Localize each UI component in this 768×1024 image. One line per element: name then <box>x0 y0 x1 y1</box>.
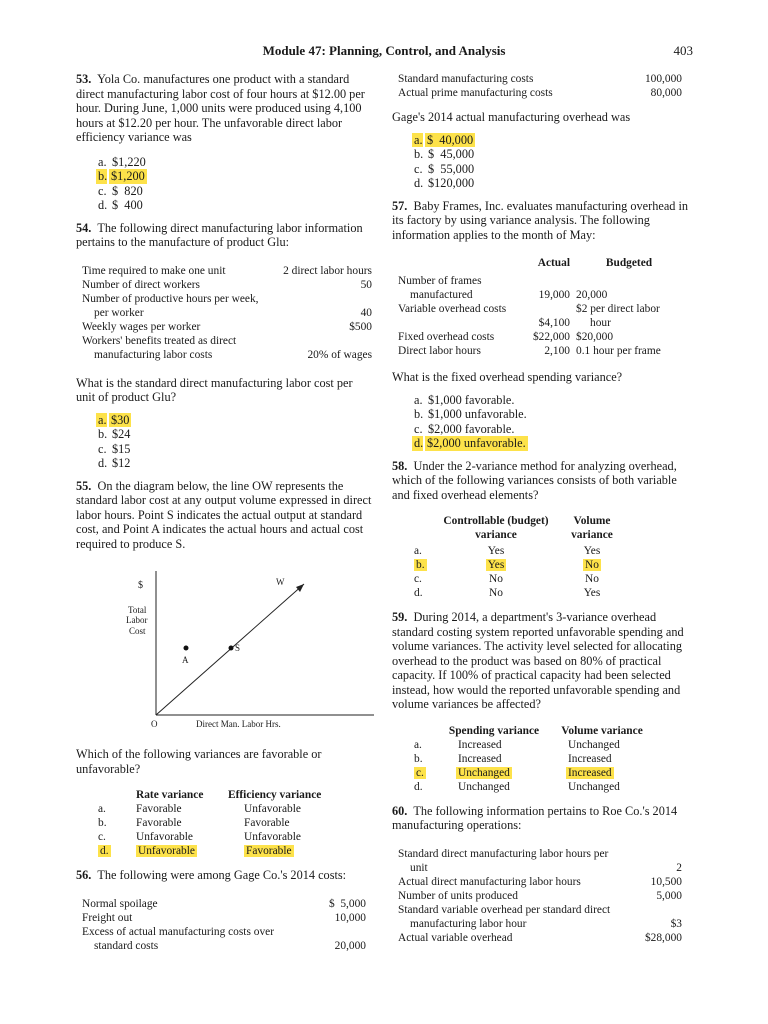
x-label: Direct Man. Labor Hrs. <box>196 719 281 729</box>
right-column <box>392 72 690 945</box>
option-b[interactable]: b. $24 <box>98 427 131 441</box>
question-text: Yola Co. manufactures one product with a standard direct manufacturing labor cost of four hours at $12.00 per hour. During June, 1,000 units were produced using 4,100 hours at $12.20 per hour. The unfavorable direct labor efficiency variance was <box>76 72 365 144</box>
overhead-table <box>398 256 688 358</box>
question-text: On the diagram below, the line OW represents the standard labor cost at any output volume expressed in direct labor hours. Point S indicates the actual output at standard cost, and Point A indicates the actual hours and actual cost required to produce S. <box>76 478 372 551</box>
question-prompt: Which of the following variances are favorable or unfavorable? <box>76 747 322 776</box>
table-row: Variable overhead costs $2 per direct labor <box>398 303 660 315</box>
col-controllable: Controllable (budget) <box>443 515 549 527</box>
option-b[interactable]: b. Favorable Favorable <box>98 817 290 829</box>
option-c[interactable]: c. $15 <box>98 441 131 456</box>
question-53 <box>76 72 374 213</box>
question-number: 60. <box>392 803 408 818</box>
table-row: Standard variable overhead per standard direct <box>398 903 611 916</box>
answer-table: Controllable (budget) Volume variance variance a. Yes Yes b. Yes No c. No No d. No Yes <box>392 514 632 600</box>
table-row: Number of frames <box>398 275 482 287</box>
col-rate: Rate variance <box>136 789 204 801</box>
operations-table <box>398 847 682 945</box>
answer-options <box>76 155 374 213</box>
page-number: 403 <box>673 43 693 58</box>
option-a[interactable]: a. $30 <box>98 412 130 427</box>
option-a[interactable]: a. Favorable Unfavorable <box>98 803 301 815</box>
question-number: 58. <box>392 458 408 473</box>
cost-table <box>82 897 366 953</box>
table-row: Excess of actual manufacturing costs over <box>82 925 274 938</box>
table-row: Actual direct manufacturing labor hours 10,500 <box>398 875 682 888</box>
option-d[interactable]: d. Unchanged Unchanged <box>414 780 620 793</box>
question-prompt: What is the standard direct manufacturing labor cost per unit of product Glu? <box>76 375 353 404</box>
option-a[interactable]: a. $ 40,000 <box>414 132 474 147</box>
col-efficiency: Efficiency variance <box>228 789 322 801</box>
table-row: Fixed overhead costs $22,000 $20,000 <box>398 331 614 343</box>
question-prompt: Gage's 2014 actual manufacturing overhead was <box>392 110 631 124</box>
table-row: manufacturing labor costs 20% of wages <box>94 348 372 361</box>
data-table <box>82 264 372 362</box>
option-a[interactable]: a. Yes Yes <box>414 545 601 557</box>
origin-label: O <box>151 719 158 729</box>
option-a[interactable]: a. Increased Unchanged <box>414 738 620 751</box>
question-number: 57. <box>392 198 408 213</box>
option-d[interactable]: d. $2,000 unfavorable. <box>414 436 526 450</box>
table-row: Direct labor hours 2,100 0.1 hour per frame <box>398 345 661 357</box>
table-row: Number of direct workers 50 <box>82 278 372 291</box>
table-row: Standard direct manufacturing labor hours per <box>398 847 609 860</box>
point-label-a: A <box>182 655 189 665</box>
table-row: per worker 40 <box>94 306 372 319</box>
option-d[interactable]: d. $120,000 <box>414 176 475 190</box>
y-label-labor: Labor <box>126 615 148 625</box>
table-row: manufactured 19,000 20,000 <box>410 289 608 301</box>
table-row: Freight out 10,000 <box>82 911 366 924</box>
table-row: standard costs 20,000 <box>94 939 366 952</box>
question-number: 54. <box>76 220 92 235</box>
y-label-total: Total <box>128 605 147 615</box>
question-59 <box>392 610 690 794</box>
arrow-head <box>296 584 304 592</box>
question-54 <box>76 221 374 471</box>
y-label-cost: Cost <box>129 626 146 636</box>
col-spending: Spending variance <box>448 724 540 737</box>
question-text: The following were among Gage Co.'s 2014 costs: <box>97 868 347 882</box>
col-actual: Actual <box>537 257 570 269</box>
table-row: Number of productive hours per week, <box>82 292 259 305</box>
col-volume: Volume variance <box>561 724 643 737</box>
answer-options <box>76 413 374 471</box>
option-b[interactable]: b. Yes No <box>416 559 599 571</box>
table-row: Actual variable overhead $28,000 <box>398 931 682 944</box>
answer-options <box>392 133 690 191</box>
table-row: Time required to make one unit 2 direct labor hours <box>82 264 372 277</box>
question-number: 53. <box>76 72 92 86</box>
diagram-svg <box>76 557 374 737</box>
question-text: The following direct manufacturing labor information pertains to the manufacture of product Glu: <box>76 220 363 249</box>
option-a[interactable]: a. $1,000 favorable. <box>414 392 515 407</box>
table-row: Actual prime manufacturing costs 80,000 <box>398 87 682 99</box>
option-c[interactable]: c. $2,000 favorable. <box>414 421 515 436</box>
option-c[interactable]: c. No No <box>414 573 599 585</box>
table-row: unit 2 <box>410 861 682 874</box>
option-d[interactable]: d. $12 <box>98 456 131 470</box>
question-text: During 2014, a department's 3-variance overhead standard costing system reported unfavorable spending and volume variances. The activity level selected for allocating overhead to the product was based on 80% of practical capacity. If 100% of practical capacity had been selected instead, how would the reported unfavorable spending and volume variances be affected? <box>392 610 684 711</box>
page-header-title: Module 47: Planning, Control, and Analysis <box>262 43 506 58</box>
option-c[interactable]: c. Unfavorable Unfavorable <box>98 831 301 843</box>
option-c[interactable]: c. $ 55,000 <box>414 161 475 176</box>
answer-table <box>76 788 321 858</box>
table-row: Normal spoilage $ 5,000 <box>82 897 366 910</box>
point-s-dot <box>229 646 234 651</box>
question-55 <box>76 479 374 859</box>
question-56-continued <box>392 72 690 191</box>
line-label-w: W <box>276 577 285 587</box>
col-volume: Volume <box>573 515 611 527</box>
option-b[interactable]: b. $1,200 <box>98 169 145 183</box>
option-d[interactable]: d. No Yes <box>414 587 601 599</box>
question-text: The following information pertains to Roe Co.'s 2014 manufacturing operations: <box>392 803 678 832</box>
question-number: 59. <box>392 610 408 624</box>
table-row: $4,100 hour <box>538 317 611 329</box>
question-number: 56. <box>76 868 92 882</box>
question-text: Under the 2-variance method for analyzing overhead, which of the following variances consists of both variable and fixed overhead elements? <box>392 458 677 502</box>
table-row: Weekly wages per worker $500 <box>82 320 372 333</box>
point-a-dot <box>184 646 189 651</box>
option-b[interactable]: b. $ 45,000 <box>414 147 475 161</box>
answer-table <box>392 724 654 794</box>
option-b[interactable]: b. $1,000 unfavorable. <box>414 407 527 421</box>
question-58 <box>392 459 690 601</box>
point-label-s: S <box>235 643 241 653</box>
question-57 <box>392 199 690 451</box>
option-a[interactable]: a. $1,220 <box>98 154 146 169</box>
left-column <box>76 72 374 953</box>
option-d[interactable]: d. $ 400 <box>98 198 143 212</box>
option-c[interactable]: c. $ 820 <box>98 183 143 198</box>
labor-cost-diagram <box>76 557 374 737</box>
option-d[interactable]: d. Unfavorable Favorable <box>100 845 292 857</box>
question-text: Baby Frames, Inc. evaluates manufacturing overhead in its factory by using variance analysis. The following information applies to the month of May: <box>392 198 689 242</box>
option-b[interactable]: b. Increased Increased <box>414 752 612 765</box>
table-row: manufacturing labor hour $3 <box>410 917 682 930</box>
question-56 <box>76 868 374 953</box>
question-number: 55. <box>76 478 92 493</box>
cost-table-continued <box>398 72 682 100</box>
question-60 <box>392 804 690 945</box>
answer-options <box>392 393 690 451</box>
option-c[interactable]: c. Unchanged Increased <box>416 766 612 779</box>
col-budgeted: Budgeted <box>605 257 653 269</box>
table-row: Workers' benefits treated as direct <box>82 334 237 347</box>
question-prompt: What is the fixed overhead spending variance? <box>392 370 623 384</box>
table-row: Standard manufacturing costs 100,000 <box>398 73 682 85</box>
y-symbol: $ <box>138 580 143 591</box>
table-row: Number of units produced 5,000 <box>398 889 682 902</box>
